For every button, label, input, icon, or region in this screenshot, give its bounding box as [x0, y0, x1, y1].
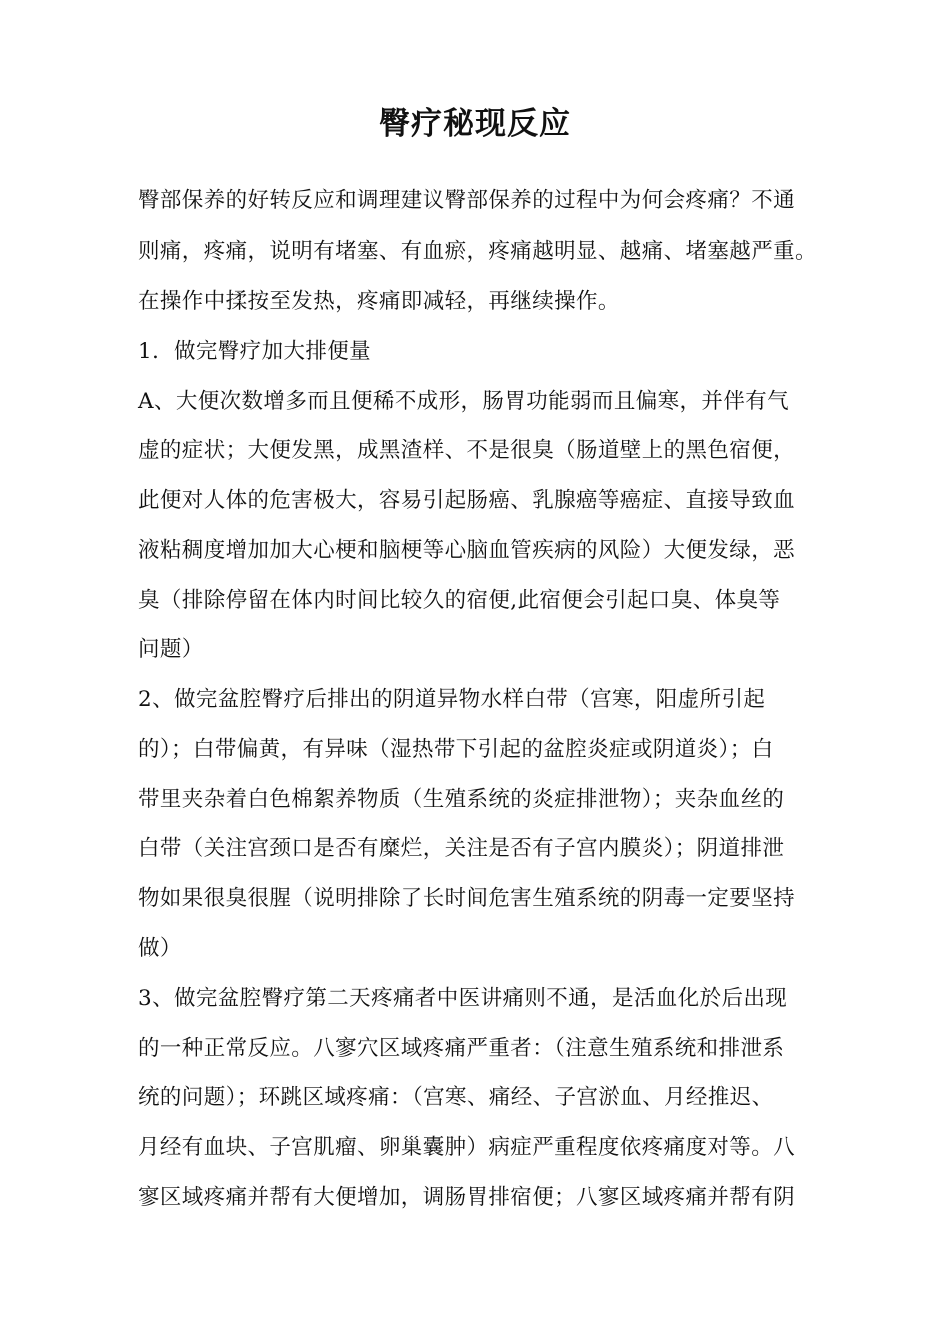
paragraph-line: 液粘稠度增加加大心梗和脑梗等心脑血管疾病的风险）大便发绿，恶 [138, 538, 796, 563]
paragraph-line: 带里夹杂着白色棉絮养物质（生殖系统的炎症排泄物）；夹杂血丝的 [138, 787, 785, 812]
paragraph-line: 3、做完盆腔臀疗第二天疼痛者中医讲痛则不通，是活血化於后出现 [138, 986, 788, 1011]
paragraph-line: 的）；白带偏黄，有异味（湿热带下引起的盆腔炎症或阴道炎）；白 [138, 737, 774, 762]
paragraph-line: 月经有血块、子宫肌瘤、卵巢囊肿）病症严重程度依疼痛度对等。八 [138, 1135, 796, 1160]
paragraph-line: 则痛，疼痛，说明有堵塞、有血瘀，疼痛越明显、越痛、堵塞越严重。 [138, 239, 817, 264]
section-heading: 1．做完臀疗加大排便量 [138, 339, 372, 364]
paragraph-line: 在操作中揉按至发热，疼痛即减轻，再继续操作。 [138, 289, 620, 314]
paragraph-line: 臀部保养的好转反应和调理建议臀部保养的过程中为何会疼痛？不通 [138, 188, 796, 213]
paragraph-line: 问题） [138, 637, 204, 662]
paragraph-line: 白带（关注宫颈口是否有糜烂，关注是否有子宫内膜炎）；阴道排泄 [138, 836, 785, 861]
paragraph-line: 臭（排除停留在体内时间比较久的宿便,此宿便会引起口臭、体臭等 [138, 588, 781, 613]
page-title: 臀疗秘现反应 [379, 106, 571, 142]
paragraph-line: 虚的症状；大便发黑，成黑渣样、不是很臭（肠道壁上的黑色宿便， [138, 438, 796, 463]
paragraph-line: 2、做完盆腔臀疗后排出的阴道异物水样白带（宫寒，阳虚所引起 [138, 687, 766, 712]
paragraph-line: 寥区域疼痛并帮有大便增加，调肠胃排宿便；八寥区域疼痛并帮有阴 [138, 1185, 796, 1210]
paragraph-line: 此便对人体的危害极大，容易引起肠癌、乳腺癌等癌症、直接导致血 [138, 488, 796, 513]
paragraph-line: 统的问题）；环跳区域疼痛：（宫寒、痛经、子宫淤血、月经推迟、 [138, 1085, 774, 1110]
paragraph-line: A、大便次数增多而且便稀不成形，肠胃功能弱而且偏寒，并伴有气 [138, 389, 790, 414]
paragraph-line: 做） [138, 936, 182, 961]
paragraph-line: 的一种正常反应。八寥穴区域疼痛严重者：（注意生殖系统和排泄系 [138, 1036, 785, 1061]
paragraph-line: 物如果很臭很腥（说明排除了长时间危害生殖系统的阴毒一定要坚持 [138, 886, 796, 911]
